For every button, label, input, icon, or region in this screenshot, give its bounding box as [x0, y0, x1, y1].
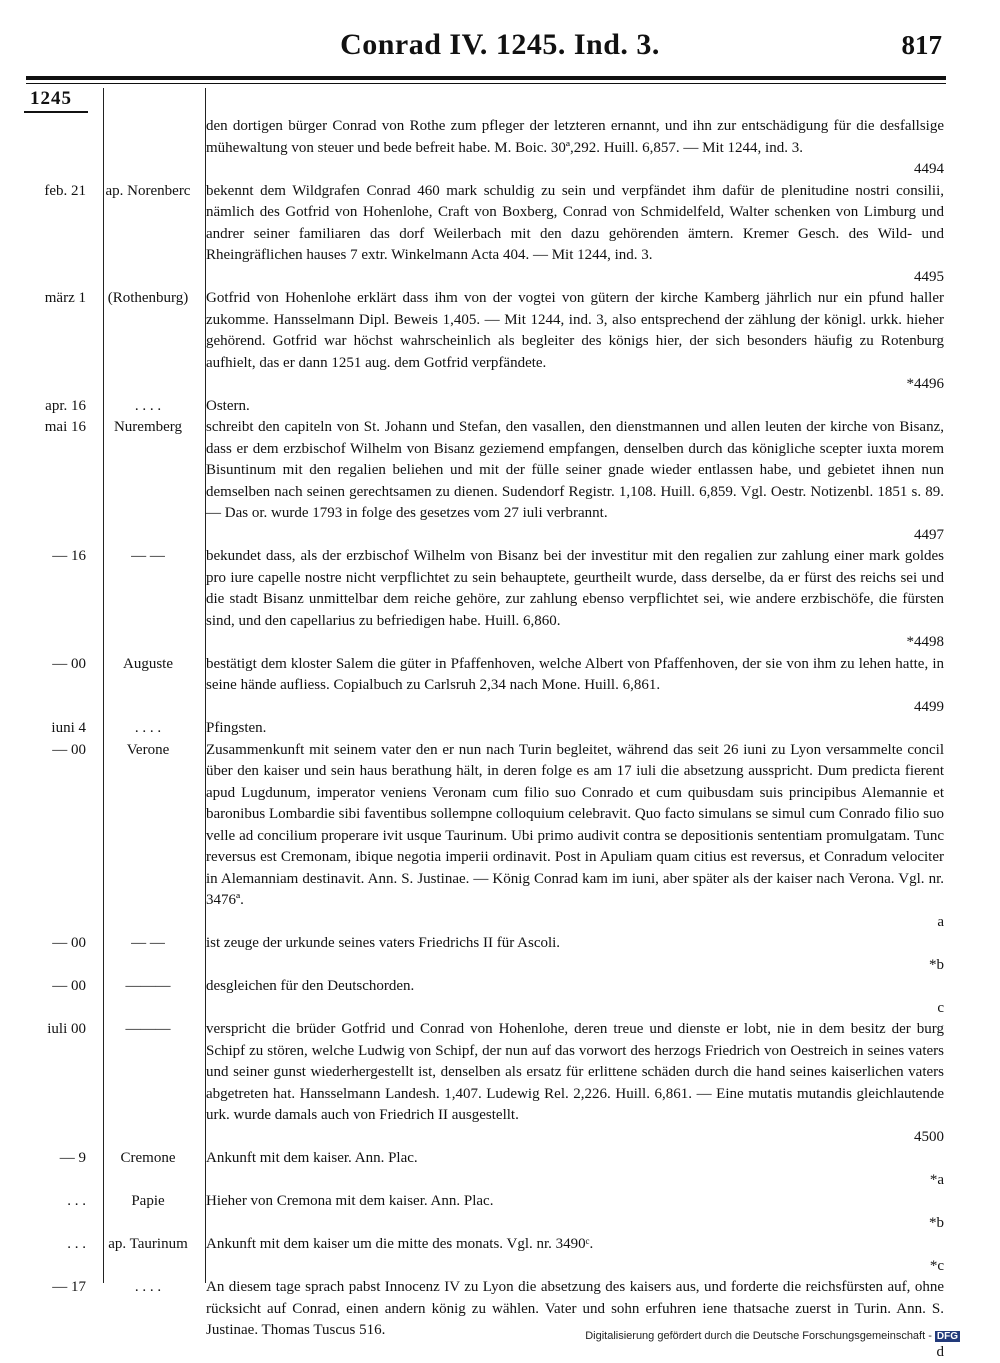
entry: [0, 933, 1000, 976]
entry-body: [198, 546, 944, 654]
entry-place: ———: [90, 1019, 198, 1148]
entry-place: [90, 116, 198, 181]
entry-place: . . . .: [90, 718, 198, 740]
entry-place: ap. Norenberc: [90, 181, 198, 289]
entry: [0, 546, 1000, 654]
entry-place: Papie: [90, 1191, 198, 1234]
entry-text: ist zeuge der urkunde seines vaters Friedrichs II für Ascoli.: [206, 935, 560, 951]
entry-body: [198, 1234, 944, 1277]
entry-place: Cremone: [90, 1148, 198, 1191]
entry-body: [198, 976, 944, 1019]
entry: [0, 718, 1000, 740]
entry-body: [198, 718, 944, 740]
entry-date: — 00: [0, 654, 90, 719]
entry-date: märz 1: [0, 288, 90, 396]
entry-date: — 00: [0, 976, 90, 1019]
entry-place: . . . .: [90, 1277, 198, 1363]
entry-date: [0, 116, 90, 181]
entry: [0, 740, 1000, 934]
entry-place: Auguste: [90, 654, 198, 719]
entry-text: Ankunft mit dem kaiser. Ann. Plac.: [206, 1150, 418, 1166]
entry-place: . . . .: [90, 396, 198, 418]
dfg-logo: DFG: [935, 1331, 960, 1342]
entry-text: Zusammenkunft mit seinem vater den er nun nach Turin begleitet, während das seit 26 iuni zu Lyon versammelte concil über den kaiser und sein haus berathung hält, in deren folge es am 17 iuli die absetzung ausspricht. Dum predicta fierent apud Lugdunum, imperator veniens Veronam cum filio suo Conrado et cum quibusdam suis principibus Alemannie et baronibus Lombardie sibi faventibus sollempne colloquium celebravit. Quo facto simulans se simul cum Conrado filio suo velle ad concilium properare ivit usque Taurinum. Ubi primo audivit contra se depositionis sententiam promulgatam. Tunc reversus est Cremonam, ibique negotia imperii ordinavit. Post in Apuliam quam citius est reversus, et Conradum velociter in Alemanniam destinavit. Ann. S. Justinae. — König Conrad kam im iuni, aber später als der kaiser nach Verona. Vgl. nr. 3476ª.: [206, 742, 944, 909]
year-rule: [24, 111, 88, 113]
entry-date: — 16: [0, 546, 90, 654]
entry-place: ap. Taurinum: [90, 1234, 198, 1277]
entry-date: iuni 4: [0, 718, 90, 740]
entry-text: bekennt dem Wildgrafen Conrad 460 mark schuldig zu sein und verpfändet ihm dafür de plenitudine nostri consilii, nämlich des Gotfrid von Hohenlohe, Craft von Boxberg, Conrad von Schmidelfeld, Walter schenken von Limburg und andrer seiner familiaren das dorf Weilerbach mit den dazu gehörenden ämtern. Kremer Gesch. des Wild- und Rheingräflichen hauses 7 extr. Winkelmann Acta 404. — Mit 1244, ind. 3.: [206, 183, 944, 264]
entry-body: [198, 396, 944, 418]
entry: [0, 288, 1000, 396]
entry-text: verspricht die brüder Gotfrid und Conrad von Hohenlohe, deren treue und dienste er lobt, nie in dem besitz der burg Schipf zu stören, welche Ludwig von Schipf, der nun auf das vorwort des herzogs Friedrich von Oestreich in seines vaters und seiner gunst wiederhergestellt ist, denselben als ersatz für erlittene schäden durch die hand seines kaiserlichen vaters abgetreten hat. Hansselmann Landesh. 1,407. Ludewig Rel. 2,226. Huill. 6,861. — Eine mutatis mutandis gleichlautende urk. wurde damals auch von Friedrich II ausgestellt.: [206, 1021, 944, 1123]
entry-date: apr. 16: [0, 396, 90, 418]
entry: [0, 1148, 1000, 1191]
entry-text: Ankunft mit dem kaiser um die mitte des monats. Vgl. nr. 3490ᶜ.: [206, 1236, 593, 1252]
entry-number: 4497: [206, 525, 944, 547]
header-rule-thick: [26, 76, 946, 80]
entry-text: bekundet dass, als der erzbischof Wilhelm von Bisanz bei der investitur mit den regalien zur zahlung einer mark goldes pro iure capelle nostre nicht verpflichtet zu sein behauptete, geurtheilt wurde, dass derselbe, da er fürst des reichs sei und die stadt Bisanz unmittelbar dem reiche gehöre, zur zahlung ebenso verpflichtet sei, wie andere erzbischöfe, die fürsten sind, und den capellarius zu befriedigen habe. Huill. 6,860.: [206, 548, 944, 629]
entry-date: — 9: [0, 1148, 90, 1191]
entry-text: Ostern.: [206, 398, 250, 414]
entry-place: — —: [90, 933, 198, 976]
entry: [0, 976, 1000, 1019]
entry-date: iuli 00: [0, 1019, 90, 1148]
entry-body: [198, 288, 944, 396]
entry: [0, 396, 1000, 418]
entry-date: . . .: [0, 1234, 90, 1277]
entry-place: Verone: [90, 740, 198, 934]
entry-body: [198, 1277, 944, 1363]
entry-text: schreibt den capiteln von St. Johann und Stefan, den vasallen, den dienstmannen und allen leuten der kirche von Bisanz, dass er dem erzbischof Wilhelm von Bisanz geziemend empfangen, denselben durch das königliche scepter iuxta morem Bisuntinum mit den regalien beliehen und mit der fülle seiner gnade wieder entlassen habe, und gebietet ihnen nun demselben nach seinen gerechtsamen zu dienen. Sudendorf Registr. 1,108. Huill. 6,859. Vgl. Oestr. Notizenbl. 1851 s. 89. — Das or. wurde 1793 in folge des gesetzes vom 27 iuli verbrannt.: [206, 419, 944, 521]
entry-number: *c: [206, 1256, 944, 1278]
entry-body: [198, 1191, 944, 1234]
entry-date: . . .: [0, 1191, 90, 1234]
entry-number: 4495: [206, 267, 944, 289]
entry-text: Gotfrid von Hohenlohe erklärt dass ihm von der vogtei von gütern der kirche Kamberg jährlich nur ein pfund haller zukomme. Hansselmann Dipl. Beweis 1,405. — Mit 1244, ind. 3, also entsprechend der zählung der königl. urkk. hieher gehörend. Gotfrid war höchst wahrscheinlich als begleiter des königs hier, der sich besonders häufig zu Rotenburg aufhielt, das er dann 1251 aug. dem Gotfrid verpfändete.: [206, 290, 944, 371]
entry-number: d: [206, 1342, 944, 1363]
entry-body: [198, 116, 944, 181]
entry-body: [198, 181, 944, 289]
page-number: 817: [902, 30, 943, 61]
entry-place: Nuremberg: [90, 417, 198, 546]
entry: [0, 1019, 1000, 1148]
entry-number: *a: [206, 1170, 944, 1192]
entry-body: [198, 654, 944, 719]
entry-body: [198, 1148, 944, 1191]
entry-text: bestätigt dem kloster Salem die güter in Pfaffenhoven, welche Albert von Pfaffenhoven, der sie von ihm zu lehen hatte, in seine hände aufliess. Copialbuch zu Carlsruh 2,34 nach Mone. Huill. 6,861.: [206, 656, 944, 694]
entry-date: — 17: [0, 1277, 90, 1363]
entry-date: — 00: [0, 933, 90, 976]
entry-number: *b: [206, 1213, 944, 1235]
footer-text: Digitalisierung gefördert durch die Deutsche Forschungsgemeinschaft -: [585, 1330, 932, 1342]
entry-body: [198, 933, 944, 976]
entry-number: 4500: [206, 1127, 944, 1149]
entry-text: den dortigen bürger Conrad von Rothe zum pfleger der letzteren ernannt, und ihn zur entschädigung für die desfallsige mühewaltung von steuer und bede befreit habe. M. Boic. 30ª,292. Huill. 6,857. — Mit 1244, ind. 3.: [206, 118, 944, 156]
entry-body: [198, 417, 944, 546]
entry-body: [198, 740, 944, 934]
entry: [0, 181, 1000, 289]
year-label: 1245: [30, 88, 72, 110]
entry: [0, 1191, 1000, 1234]
entry-place: ———: [90, 976, 198, 1019]
regesta-entries: [0, 116, 1000, 1363]
entry: [0, 116, 1000, 181]
entry-date: mai 16: [0, 417, 90, 546]
entry-number: c: [206, 998, 944, 1020]
entry-number: *4498: [206, 632, 944, 654]
entry-number: 4499: [206, 697, 944, 719]
entry-body: [198, 1019, 944, 1148]
entry: [0, 1234, 1000, 1277]
footer-credit: [585, 1330, 960, 1342]
entry-number: 4494: [206, 159, 944, 181]
entry: [0, 1277, 1000, 1363]
entry-number: *b: [206, 955, 944, 977]
entry-date: feb. 21: [0, 181, 90, 289]
entry: [0, 654, 1000, 719]
entry-text: Hieher von Cremona mit dem kaiser. Ann. Plac.: [206, 1193, 493, 1209]
entry-number: a: [206, 912, 944, 934]
page-title: Conrad IV. 1245. Ind. 3.: [0, 28, 1000, 62]
entry-text: An diesem tage sprach pabst Innocenz IV zu Lyon die absetzung des kaisers aus, und forderte die reichsfürsten auf, ohne rücksicht auf Conrad, einen andern könig zu wählen. Vater und sohn erfuhren iene thatsache zuerst in Turin. Ann. S. Justinae. Thomas Tuscus 516.: [206, 1279, 944, 1338]
entry-place: (Rothenburg): [90, 288, 198, 396]
entry-date: — 00: [0, 740, 90, 934]
entry-text: Pfingsten.: [206, 720, 266, 736]
entry: [0, 417, 1000, 546]
entry-number: *4496: [206, 374, 944, 396]
entry-place: — —: [90, 546, 198, 654]
header-rule-thin: [26, 83, 946, 84]
entry-text: desgleichen für den Deutschorden.: [206, 978, 414, 994]
